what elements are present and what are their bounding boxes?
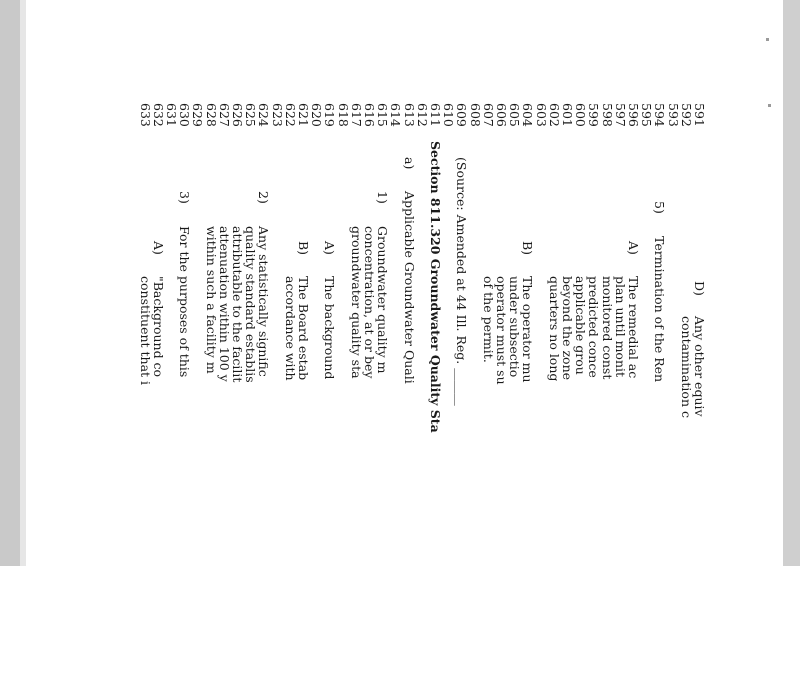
line-text: Termination of the Ren: [652, 236, 668, 383]
line-number: 599: [586, 103, 602, 127]
document-line: [482, 103, 495, 693]
document-line: [561, 103, 574, 693]
line-number: 598: [599, 103, 615, 127]
line-number: 620: [309, 103, 325, 127]
document-line: [350, 103, 363, 693]
line-text: beyond the zone: [560, 276, 575, 381]
line-text: concentration, at or bey: [362, 226, 377, 379]
item-label: B): [296, 241, 311, 256]
line-number: 595: [639, 103, 655, 127]
document-line: [548, 103, 561, 693]
item-label: a): [401, 157, 417, 170]
line-number: 597: [612, 103, 628, 127]
document-line: [468, 103, 481, 693]
line-number: 603: [533, 103, 549, 127]
line-number: 621: [296, 103, 311, 127]
line-number: 630: [177, 103, 193, 127]
document-line: [627, 103, 640, 693]
line-text: constituent that i: [137, 276, 153, 386]
line-number: 593: [665, 103, 681, 127]
line-number: 629: [190, 103, 206, 127]
line-text: quality standard establis: [243, 226, 259, 383]
line-number: 604: [520, 103, 536, 127]
line-number: 594: [652, 103, 668, 127]
line-number: 592: [678, 103, 694, 127]
line-number: 602: [546, 103, 562, 127]
document-line: [521, 103, 534, 693]
line-number: 607: [480, 103, 496, 127]
line-text: within such a facility m: [203, 226, 219, 374]
line-text: The operator mu: [520, 276, 536, 383]
line-number: 606: [494, 103, 509, 127]
document-line: [640, 103, 653, 693]
item-label: 5): [652, 201, 668, 214]
item-label: A): [150, 241, 166, 255]
line-number: 625: [243, 103, 259, 127]
document-line: [284, 103, 297, 693]
line-number: 600: [573, 103, 589, 127]
line-text: Any other equiv: [692, 316, 707, 417]
line-number: 626: [230, 103, 245, 127]
scan-speck: [766, 38, 769, 41]
document-line: [178, 103, 191, 693]
document-line: [218, 103, 231, 693]
document-line: [429, 103, 442, 693]
line-text: monitored const: [599, 276, 615, 380]
document-line: [666, 103, 679, 693]
scan-edge-right: [783, 0, 800, 566]
line-text: of the permit.: [480, 276, 496, 363]
line-text: attenuation within 100 y: [216, 226, 232, 382]
line-number: 596: [626, 103, 641, 127]
document-line: [244, 103, 257, 693]
document-line: [165, 103, 178, 693]
document-line: [614, 103, 627, 693]
document-line: [416, 103, 429, 693]
document-line: [310, 103, 323, 693]
line-text: plan until monit: [612, 276, 628, 378]
line-number: 608: [467, 103, 483, 127]
line-number: 623: [269, 103, 285, 127]
item-label: 1): [375, 191, 391, 204]
line-text: (Source: Amended at 44 Ill. Reg. ______: [454, 157, 470, 406]
document-line: [257, 103, 270, 693]
line-number: 610: [441, 103, 457, 127]
line-text: The background: [322, 276, 338, 380]
line-number: 624: [256, 103, 272, 127]
document-line: [495, 103, 508, 693]
line-number: 601: [560, 103, 575, 127]
line-text: The remedial ac: [626, 276, 641, 379]
line-text: The Board estab: [296, 276, 311, 381]
line-text: "Background co: [150, 276, 166, 378]
document-line: [680, 103, 693, 693]
document-line: [534, 103, 547, 693]
line-text: operator must su: [494, 276, 509, 385]
line-number: 616: [362, 103, 377, 127]
item-label: 2): [256, 191, 272, 204]
document-line: [402, 103, 415, 693]
section-heading: Section 811.320 Groundwater Quality Sta: [428, 141, 443, 433]
document-line: [389, 103, 402, 693]
document-line: [363, 103, 376, 693]
line-text: groundwater quality sta: [348, 226, 364, 379]
document-line: [587, 103, 600, 693]
line-text: under subsectio: [507, 276, 523, 378]
line-text: accordance with: [282, 276, 298, 381]
line-number: 612: [414, 103, 430, 127]
document-line: [336, 103, 349, 693]
document-line: [270, 103, 283, 693]
line-number: 632: [150, 103, 166, 127]
item-label: B): [520, 241, 536, 256]
document-line: [204, 103, 217, 693]
line-number: 617: [348, 103, 364, 127]
line-number: 619: [322, 103, 338, 127]
line-text: For the purposes of this: [177, 226, 193, 378]
document-line: [376, 103, 389, 693]
document-line: [455, 103, 468, 693]
line-number: 618: [335, 103, 351, 127]
line-number: 627: [216, 103, 232, 127]
line-text: Applicable Groundwater Quali: [401, 191, 417, 384]
line-number: 633: [137, 103, 153, 127]
line-text: Groundwater quality m: [375, 226, 391, 374]
item-label: 3): [177, 191, 193, 204]
line-text: quarters no long: [546, 276, 562, 382]
document-line: [693, 103, 706, 693]
line-text: contamination c: [678, 316, 694, 418]
line-number: 613: [401, 103, 417, 127]
document-line: [191, 103, 204, 693]
scan-edge-left-inner: [20, 0, 26, 566]
line-text: Any statistically signific: [256, 226, 272, 377]
document-line: [574, 103, 587, 693]
line-number: 615: [375, 103, 391, 127]
line-text: predicted conce: [586, 276, 602, 378]
document-line: [653, 103, 666, 693]
item-label: A): [322, 241, 338, 255]
item-label: D): [692, 281, 707, 296]
rotated-document-page: [116, 103, 706, 633]
document-line: [442, 103, 455, 693]
document-line: [508, 103, 521, 693]
line-number: 591: [692, 103, 707, 127]
line-number: 628: [203, 103, 219, 127]
document-line: [600, 103, 613, 693]
line-number: 631: [164, 103, 179, 127]
scan-speck: [768, 104, 771, 107]
item-label: A): [626, 241, 641, 255]
line-number: 609: [454, 103, 470, 127]
document-line: [138, 103, 151, 693]
document-line: [152, 103, 165, 693]
line-number: 605: [507, 103, 523, 127]
line-number: 611: [428, 103, 443, 127]
line-text: attributable to the facilit: [230, 226, 245, 383]
line-number: 622: [282, 103, 298, 127]
document-line: [323, 103, 336, 693]
document-line: [231, 103, 244, 693]
line-number: 614: [388, 103, 404, 127]
line-text: applicable grou: [573, 276, 589, 375]
document-line: [297, 103, 310, 693]
